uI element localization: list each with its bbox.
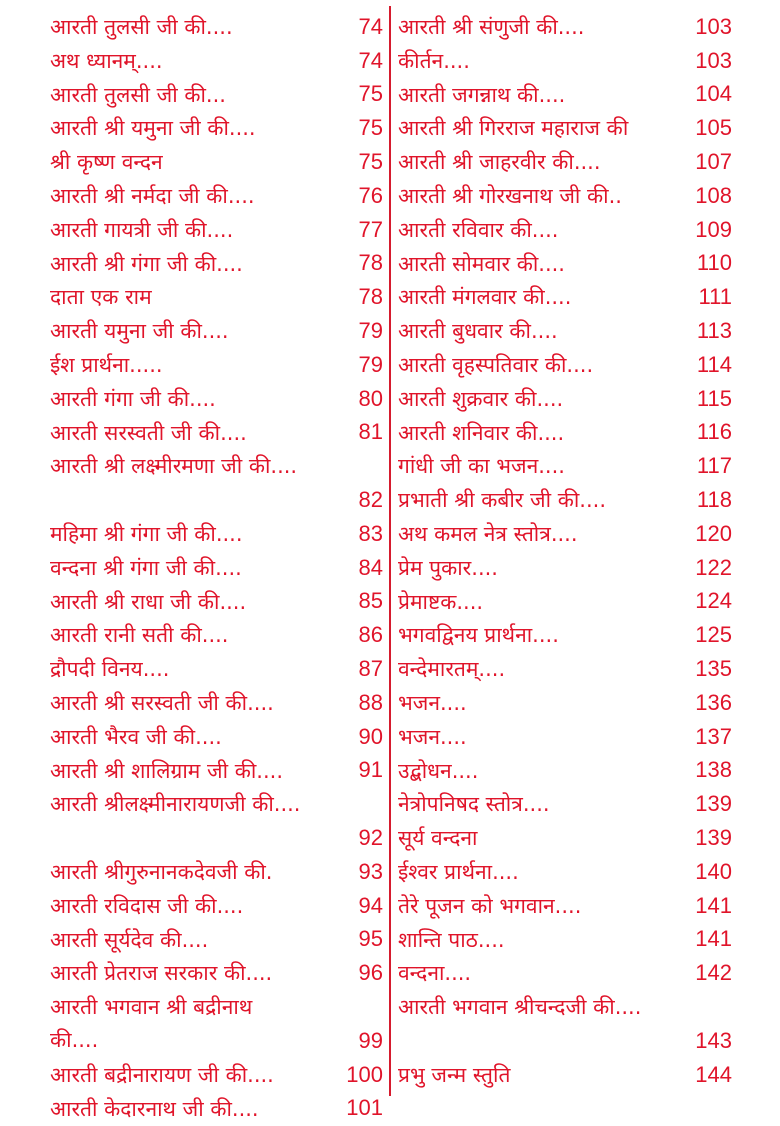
toc-entry-title: आरती श्री गोरखनाथ जी की.. bbox=[398, 183, 622, 208]
toc-entry-page-number: 79 bbox=[358, 317, 383, 343]
toc-entry-title: आरती सूर्यदेव की.... bbox=[50, 927, 209, 952]
toc-entry-title: उद्बोधन.... bbox=[398, 758, 479, 783]
toc-entry-title: ईश प्रार्थना..... bbox=[50, 352, 163, 377]
toc-entry-title: तेरे पूजन को भगवान.... bbox=[398, 893, 582, 918]
toc-entry-title: आरती सरस्वती जी की.... bbox=[50, 420, 247, 445]
toc-entry-title: द्रौपदी विनय.... bbox=[50, 657, 170, 682]
toc-entry bbox=[398, 923, 734, 957]
toc-entry bbox=[398, 855, 734, 889]
toc-entry bbox=[50, 923, 385, 957]
toc-entry bbox=[398, 821, 734, 855]
toc-entry-title: आरती भैरव जी की.... bbox=[50, 724, 222, 749]
toc-entry bbox=[398, 956, 734, 990]
toc-left-column bbox=[50, 10, 385, 1125]
toc-entry bbox=[50, 145, 385, 179]
toc-entry bbox=[398, 10, 734, 44]
toc-entry bbox=[398, 44, 734, 78]
toc-entry bbox=[398, 416, 734, 450]
toc-entry-page-number: 83 bbox=[358, 520, 383, 546]
toc-entry-page-number: 99 bbox=[358, 1027, 383, 1053]
toc-entry bbox=[50, 889, 385, 923]
toc-entry-title: नेत्रोपनिषद स्तोत्र.... bbox=[398, 792, 550, 817]
toc-entry bbox=[50, 179, 385, 213]
toc-entry bbox=[50, 720, 385, 754]
toc-entry-page-number: 78 bbox=[358, 250, 383, 276]
column-divider bbox=[389, 6, 391, 1096]
toc-entry-page-number: 107 bbox=[695, 148, 732, 174]
toc-entry bbox=[398, 517, 734, 551]
toc-entry-page-number: 117 bbox=[696, 453, 732, 479]
toc-entry-title: प्रभाती श्री कबीर जी की.... bbox=[398, 488, 607, 513]
toc-entry bbox=[398, 1058, 734, 1092]
toc-entry bbox=[50, 855, 385, 889]
toc-entry-title: आरती शुक्रवार की.... bbox=[398, 386, 564, 411]
toc-entry-page-number: 143 bbox=[695, 1027, 732, 1053]
toc-entry-page-number: 136 bbox=[695, 689, 732, 715]
toc-entry-title: आरती तुलसी जी की.... bbox=[50, 15, 233, 39]
toc-entry bbox=[398, 990, 734, 1058]
toc-entry-title: दाता एक राम bbox=[50, 285, 152, 310]
toc-entry-title: प्रेमाष्टक.... bbox=[398, 589, 484, 614]
toc-entry bbox=[398, 111, 734, 145]
toc-entry bbox=[50, 754, 385, 788]
toc-entry-title: अथ ध्यानम्.... bbox=[50, 48, 163, 73]
toc-entry-title: ईश्वर प्रार्थना.... bbox=[398, 859, 519, 884]
toc-entry bbox=[398, 618, 734, 652]
toc-entry-title: वन्देमारतम्.... bbox=[398, 657, 506, 682]
toc-entry-title: आरती श्री गंगा जी की.... bbox=[50, 251, 243, 276]
toc-entry-page-number: 141 bbox=[695, 892, 732, 918]
toc-entry bbox=[398, 247, 734, 281]
toc-entry-title: आरती श्री यमुना जी की.... bbox=[50, 116, 256, 141]
toc-entry bbox=[50, 78, 385, 112]
toc-entry-page-number: 95 bbox=[358, 926, 383, 952]
toc-entry-title: आरती श्री सरस्वती जी की.... bbox=[50, 690, 274, 715]
toc-entry-page-number: 101 bbox=[346, 1095, 383, 1121]
toc-entry-title: आरती रविदास जी की.... bbox=[50, 893, 244, 918]
toc-entry-title: श्री कृष्ण वन्दन bbox=[50, 150, 163, 175]
toc-entry-page-number: 74 bbox=[358, 47, 383, 73]
toc-entry bbox=[50, 382, 385, 416]
toc-entry-page-number: 93 bbox=[358, 858, 383, 884]
toc-entry-page-number: 103 bbox=[695, 13, 732, 39]
toc-entry-title: आरती जगन्नाथ की.... bbox=[398, 82, 566, 107]
toc-entry bbox=[50, 990, 385, 1058]
toc-entry-title: आरती बुधवार की.... bbox=[398, 319, 558, 344]
toc-entry-title: भगवद्विनय प्रार्थना.... bbox=[398, 623, 559, 648]
toc-entry bbox=[50, 618, 385, 652]
toc-entry bbox=[398, 382, 734, 416]
toc-entry-page-number: 108 bbox=[695, 182, 732, 208]
toc-entry-title: महिमा श्री गंगा जी की.... bbox=[50, 521, 243, 546]
toc-entry-page-number: 85 bbox=[358, 588, 383, 614]
toc-entry-title: आरती श्री शालिग्राम जी की.... bbox=[50, 758, 283, 783]
toc-entry bbox=[50, 213, 385, 247]
toc-entry-title: शान्ति पाठ.... bbox=[398, 927, 505, 952]
toc-entry bbox=[398, 720, 734, 754]
toc-entry-title: सूर्य वन्दना bbox=[398, 826, 478, 851]
toc-entry-title: अथ कमल नेत्र स्तोत्र.... bbox=[398, 521, 578, 546]
toc-entry bbox=[50, 449, 385, 517]
toc-entry bbox=[50, 585, 385, 619]
toc-entry bbox=[50, 956, 385, 990]
toc-entry-title: भजन.... bbox=[398, 690, 467, 715]
toc-entry-page-number: 105 bbox=[695, 115, 732, 141]
toc-entry bbox=[398, 78, 734, 112]
toc-entry-page-number: 110 bbox=[696, 250, 732, 276]
toc-entry-page-number: 78 bbox=[358, 284, 383, 310]
toc-entry-page-number: 116 bbox=[696, 419, 732, 445]
toc-entry bbox=[398, 787, 734, 821]
toc-entry-title: आरती शनिवार की.... bbox=[398, 420, 565, 445]
toc-entry-title: आरती श्री गिरराज महाराज की bbox=[398, 116, 629, 141]
toc-entry bbox=[50, 787, 385, 855]
toc-entry bbox=[398, 348, 734, 382]
toc-entry-page-number: 144 bbox=[695, 1061, 732, 1087]
toc-right-column bbox=[398, 10, 734, 1092]
toc-entry-page-number: 79 bbox=[358, 351, 383, 377]
toc-entry-page-number: 140 bbox=[695, 858, 732, 884]
toc-entry-title: आरती श्रीगुरुनानकदेवजी की. bbox=[50, 859, 273, 884]
toc-entry-page-number: 113 bbox=[696, 317, 732, 343]
toc-entry-page-number: 142 bbox=[695, 960, 732, 986]
toc-entry-page-number: 92 bbox=[358, 824, 383, 850]
toc-entry-page-number: 122 bbox=[695, 554, 732, 580]
toc-entry-title: कीर्तन.... bbox=[398, 48, 470, 73]
toc-entry-title: आरती श्री संणुजी की.... bbox=[398, 15, 585, 39]
toc-entry-page-number: 139 bbox=[695, 824, 732, 850]
toc-entry-title: आरती रविवार की.... bbox=[398, 217, 559, 242]
toc-entry-title: आरती बद्रीनारायण जी की.... bbox=[50, 1062, 274, 1087]
toc-entry bbox=[398, 652, 734, 686]
toc-entry bbox=[50, 348, 385, 382]
toc-entry-title: गांधी जी का भजन.... bbox=[398, 454, 565, 479]
toc-entry bbox=[50, 1058, 385, 1092]
toc-entry-page-number: 90 bbox=[358, 723, 383, 749]
toc-entry bbox=[50, 1092, 385, 1126]
toc-entry-page-number: 137 bbox=[695, 723, 732, 749]
toc-entry-page-number: 100 bbox=[346, 1061, 383, 1087]
toc-entry-page-number: 118 bbox=[696, 486, 732, 512]
toc-entry-title: प्रेम पुकार.... bbox=[398, 555, 498, 580]
toc-entry-page-number: 84 bbox=[358, 554, 383, 580]
toc-entry-title: आरती वृहस्पतिवार की.... bbox=[398, 352, 594, 377]
toc-entry-page-number: 76 bbox=[358, 182, 383, 208]
toc-entry bbox=[398, 145, 734, 179]
toc-entry bbox=[398, 686, 734, 720]
toc-entry-page-number: 86 bbox=[358, 622, 383, 648]
toc-entry-page-number: 104 bbox=[695, 81, 732, 107]
toc-entry-title: आरती श्री नर्मदा जी की.... bbox=[50, 183, 255, 208]
toc-entry-title: आरती श्री राधा जी की.... bbox=[50, 589, 247, 614]
toc-entry-page-number: 135 bbox=[695, 655, 732, 681]
toc-entry-title: आरती श्री लक्ष्मीरमणा जी की.... bbox=[50, 454, 298, 479]
toc-entry-page-number: 75 bbox=[358, 115, 383, 141]
toc-entry-title: वन्दना श्री गंगा जी की.... bbox=[50, 555, 242, 580]
toc-entry bbox=[50, 517, 385, 551]
toc-entry bbox=[398, 280, 734, 314]
toc-entry-page-number: 138 bbox=[695, 757, 732, 783]
toc-entry bbox=[50, 10, 385, 44]
toc-entry-title: आरती केदारनाथ जी की.... bbox=[50, 1096, 259, 1121]
toc-entry bbox=[398, 483, 734, 517]
toc-entry-page-number: 120 bbox=[695, 520, 732, 546]
toc-entry-page-number: 111 bbox=[698, 284, 732, 310]
toc-entry-title: भजन.... bbox=[398, 724, 467, 749]
toc-entry-page-number: 91 bbox=[358, 757, 383, 783]
toc-entry-page-number: 75 bbox=[358, 81, 383, 107]
toc-entry-title: आरती गंगा जी की.... bbox=[50, 386, 216, 411]
toc-entry-page-number: 115 bbox=[696, 385, 732, 411]
toc-entry-page-number: 77 bbox=[358, 216, 383, 242]
toc-entry-title: आरती यमुना जी की.... bbox=[50, 319, 229, 344]
toc-entry bbox=[398, 314, 734, 348]
toc-entry-page-number: 81 bbox=[358, 419, 383, 445]
toc-entry bbox=[50, 551, 385, 585]
toc-entry bbox=[398, 449, 734, 483]
toc-entry-page-number: 87 bbox=[358, 655, 383, 681]
toc-entry bbox=[50, 686, 385, 720]
toc-entry-page-number: 74 bbox=[358, 13, 383, 39]
toc-entry-title: आरती प्रेतराज सरकार की.... bbox=[50, 961, 273, 986]
toc-entry bbox=[398, 754, 734, 788]
toc-entry bbox=[50, 652, 385, 686]
toc-entry bbox=[50, 44, 385, 78]
toc-entry bbox=[398, 585, 734, 619]
toc-entry bbox=[50, 314, 385, 348]
toc-entry-title: आरती मंगलवार की.... bbox=[398, 285, 572, 310]
toc-entry-title: वन्दना.... bbox=[398, 961, 472, 986]
toc-entry-page-number: 141 bbox=[695, 926, 732, 952]
toc-entry-title: आरती सोमवार की.... bbox=[398, 251, 565, 276]
toc-entry-page-number: 82 bbox=[358, 486, 383, 512]
toc-entry-page-number: 96 bbox=[358, 960, 383, 986]
toc-entry-page-number: 94 bbox=[358, 892, 383, 918]
toc-entry bbox=[50, 280, 385, 314]
toc-entry-title: आरती श्रीलक्ष्मीनारायणजी की.... bbox=[50, 792, 301, 817]
toc-entry-title: आरती श्री जाहरवीर की.... bbox=[398, 150, 601, 175]
toc-entry bbox=[50, 416, 385, 450]
toc-entry bbox=[398, 889, 734, 923]
toc-entry bbox=[398, 551, 734, 585]
toc-entry-title: आरती गायत्री जी की.... bbox=[50, 217, 234, 242]
toc-entry-page-number: 125 bbox=[695, 622, 732, 648]
toc-entry-page-number: 88 bbox=[358, 689, 383, 715]
toc-entry-title: आरती रानी सती की.... bbox=[50, 623, 229, 648]
toc-entry-page-number: 124 bbox=[695, 588, 732, 614]
toc-entry-page-number: 114 bbox=[696, 351, 732, 377]
toc-entry-page-number: 109 bbox=[695, 216, 732, 242]
toc-entry bbox=[50, 111, 385, 145]
toc-entry-title: आरती भगवान श्री बद्रीनाथ की.... bbox=[50, 995, 253, 1053]
toc-entry-page-number: 80 bbox=[358, 385, 383, 411]
toc-entry bbox=[398, 213, 734, 247]
toc-entry-title: आरती भगवान श्रीचन्दजी की.... bbox=[398, 995, 642, 1020]
toc-entry bbox=[50, 247, 385, 281]
toc-entry-page-number: 103 bbox=[695, 47, 732, 73]
toc-entry-page-number: 139 bbox=[695, 791, 732, 817]
toc-entry-page-number: 75 bbox=[358, 148, 383, 174]
toc-entry bbox=[398, 179, 734, 213]
toc-entry-title: आरती तुलसी जी की... bbox=[50, 82, 226, 107]
toc-entry-title: प्रभु जन्म स्तुति bbox=[398, 1062, 511, 1087]
